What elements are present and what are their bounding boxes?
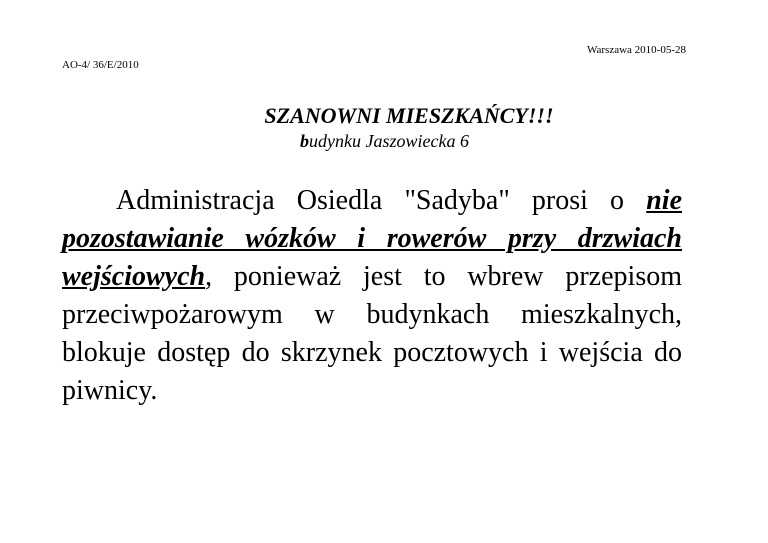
building-first-letter: b — [300, 131, 309, 151]
reference-number: AO-4/ 36/E/2010 — [62, 59, 139, 71]
greeting-title: SZANOWNI MIESZKAŃCY!!! — [264, 103, 554, 128]
document-date: Warszawa 2010-05-28 — [587, 44, 686, 56]
notice-emphasis: nie pozostawianie wózków i rowerów przy drzwiach wejściowych — [62, 185, 682, 292]
building-rest: udynku Jaszowiecka 6 — [309, 131, 469, 151]
notice-rest: , ponieważ jest to wbrew przepisom przeciwpożarowym w budynkach mieszkalnych, blokuje dostęp do skrzynek pocztowych i wejścia do piwnicy. — [62, 261, 682, 406]
building-address — [300, 131, 469, 152]
notice-intro: Administracja Osiedla "Sadyba" prosi o — [116, 185, 647, 216]
notice-body — [62, 182, 682, 410]
